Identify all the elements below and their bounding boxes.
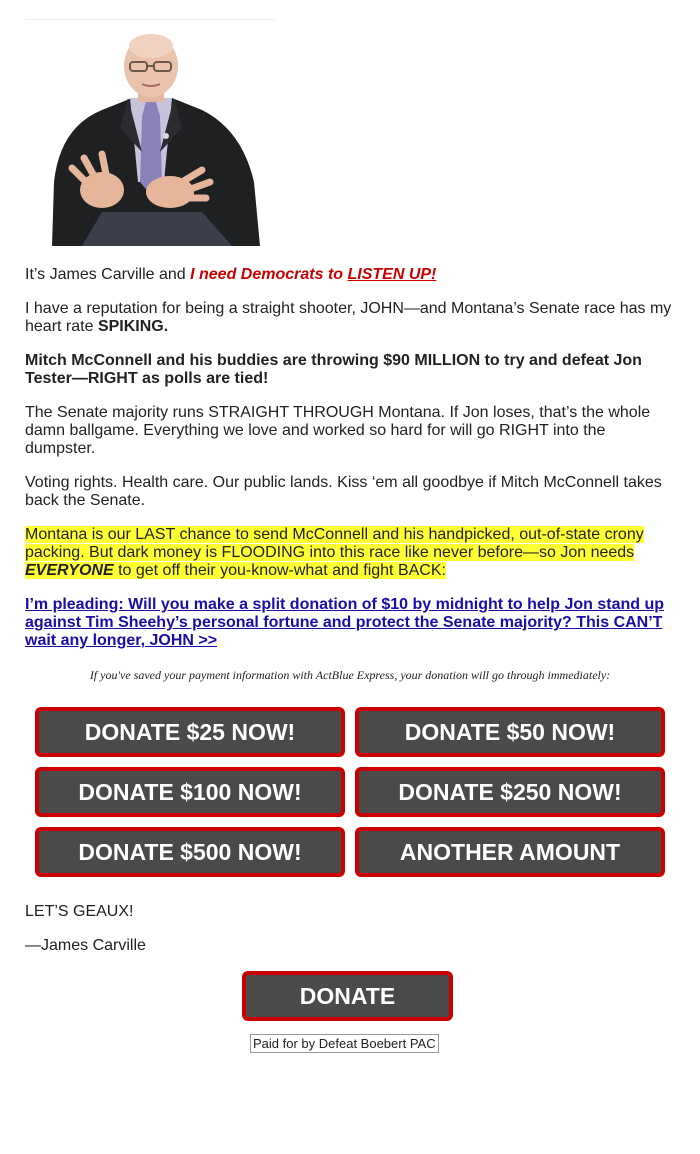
reputation-text: I have a reputation for being a straight shooter, JOHN—and Montana’s Senate race has my heart rate (25, 300, 672, 335)
speaker-portrait-illustration (42, 32, 264, 246)
mcconnell-text: Mitch McConnell and his buddies are throwing $90 MILLION to try and defeat Jon Tester—RIGHT as polls are tied! (25, 352, 642, 387)
intro-emphasis (190, 266, 436, 283)
montana-highlight (25, 526, 644, 579)
donate-button[interactable]: DONATE (242, 971, 453, 1021)
intro-paragraph (25, 266, 675, 284)
top-divider (25, 19, 275, 20)
actblue-express-note: If you've saved your payment information with ActBlue Express, your donation will go through immediately: (89, 668, 611, 682)
intro-emphasis-b: LISTEN UP! (347, 266, 437, 283)
cta-paragraph (25, 596, 675, 650)
donate-25-button[interactable]: DONATE $25 NOW! (35, 707, 345, 757)
majority-paragraph: The Senate majority runs STRAIGHT THROUGH Montana. If Jon loses, that’s the whole damn ballgame. Everything we love and worked so hard for will go RIGHT into the dumpster. (25, 404, 651, 457)
donate-250-button[interactable]: DONATE $250 NOW! (355, 767, 665, 817)
split-donation-link[interactable]: I’m pleading: Will you make a split donation of $10 by midnight to help Jon stand up against Tim Sheehy’s personal fortune and protect the Senate majority? This CAN’T wait any longer, JOHN >> (25, 596, 665, 649)
letter-body (25, 266, 675, 666)
montana-emphasis: EVERYONE (25, 562, 114, 579)
hero-photo (42, 32, 264, 246)
reputation-paragraph (25, 300, 675, 336)
montana-paragraph (25, 526, 675, 580)
rights-paragraph: Voting rights. Health care. Our public lands. Kiss ‘em all goodbye if Mitch McConnell takes back the Senate. (25, 474, 662, 509)
donate-500-button[interactable]: DONATE $500 NOW! (35, 827, 345, 877)
donate-100-button[interactable]: DONATE $100 NOW! (35, 767, 345, 817)
donate-50-button[interactable]: DONATE $50 NOW! (355, 707, 665, 757)
intro-emphasis-a: I need Democrats to (190, 266, 348, 283)
reputation-bold: SPIKING. (97, 318, 169, 335)
paid-for-disclaimer: Paid for by Defeat Boebert PAC (250, 1034, 439, 1053)
montana-text-1: Montana is our LAST chance to send McConnell and his handpicked, out-of-state crony packing. But dark money is FLOODING into this race like never before—so Jon needs (25, 526, 644, 561)
signoff-line: LET’S GEAUX! (25, 903, 134, 920)
another-amount-button[interactable]: ANOTHER AMOUNT (355, 827, 665, 877)
montana-text-2: to get off their you-know-what and fight BACK: (113, 562, 446, 579)
signature-line: —James Carville (25, 937, 146, 954)
intro-prefix: It’s James Carville and (25, 266, 191, 283)
mcconnell-paragraph (25, 352, 675, 388)
